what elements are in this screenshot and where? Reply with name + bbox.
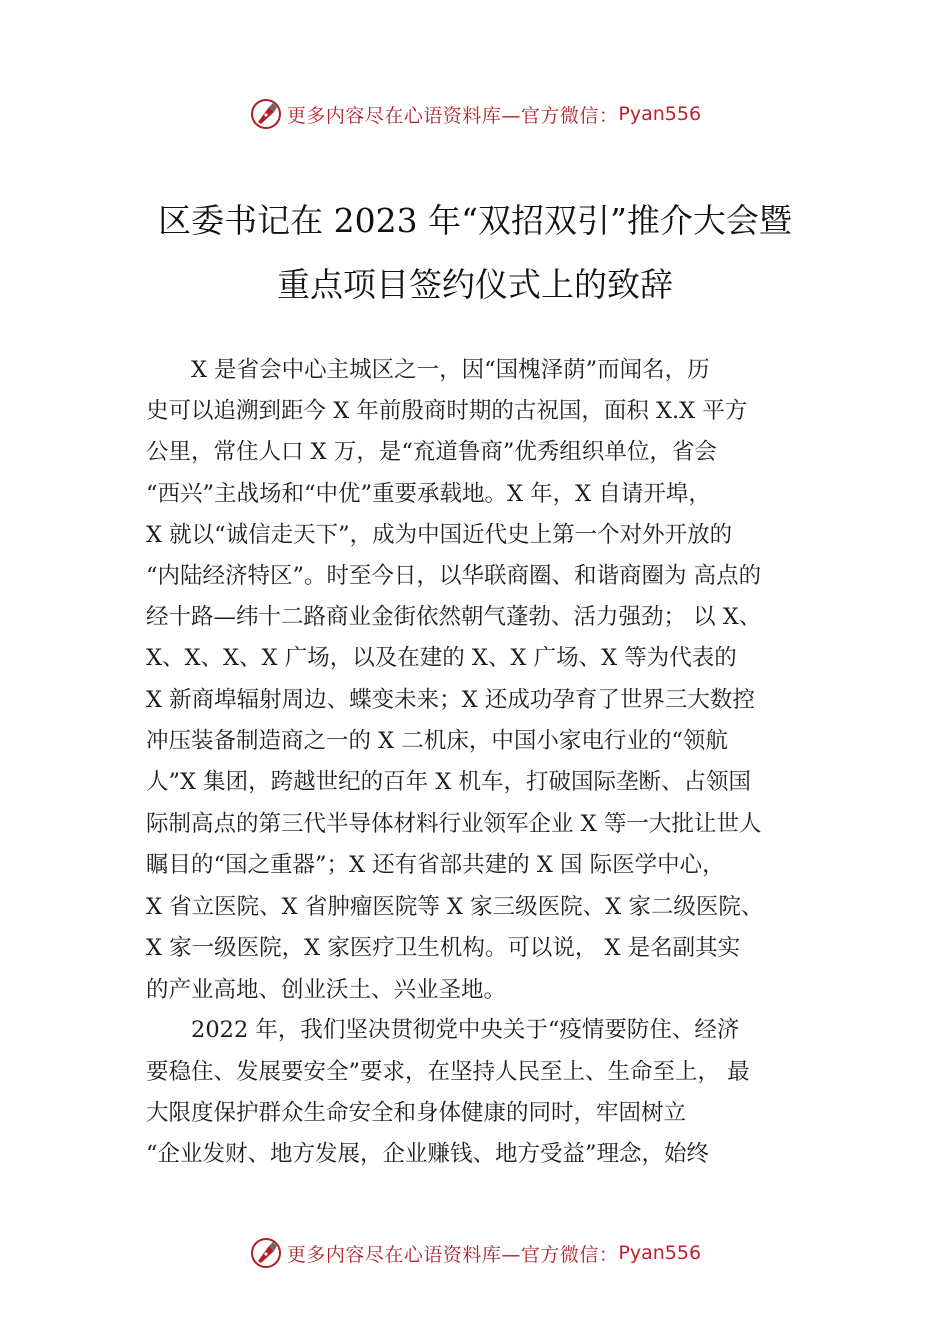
banner-contact: Pyan556: [618, 103, 702, 125]
header-banner: [0, 94, 950, 134]
body-line: X 是省会中心主城区之一，因“国槐泽荫”而闻名，历: [146, 357, 710, 383]
banner-text: 更多内容尽在心语资料库—官方微信：: [286, 104, 619, 127]
body-line: 史可以追溯到距今 X 年前殷商时期的古祝国，面积 X.X 平方: [146, 398, 748, 424]
banner-text: 更多内容尽在心语资料库—官方微信：: [286, 1243, 619, 1266]
body-line: X 新商埠辐射周边、蝶变未来；X 还成功孕育了世界三大数控: [146, 687, 755, 713]
body-line: X 就以“诚信走天下”，成为中国近代史上第一个对外开放的: [146, 522, 733, 548]
pen-nib-logo-icon: [249, 1236, 283, 1270]
footer-banner: [0, 1233, 950, 1273]
banner-contact: Pyan556: [618, 1242, 702, 1264]
body-line: 瞩目的“国之重器”；X 还有省部共建的 X 国 际医学中心，: [146, 852, 725, 878]
body-line: “西兴”主战场和“中优”重要承载地。X 年，X 自请开埠，: [146, 481, 711, 507]
body-line: 2022 年，我们坚决贯彻党中央关于“疫情要防住、经济: [146, 1017, 740, 1043]
body-line: 际制高点的第三代半导体材料行业领军企业 X 等一大批让世人: [146, 811, 762, 837]
body-line: “企业发财、地方发展，企业赚钱、地方受益”理念，始终: [146, 1141, 710, 1167]
body-line: 公里，常住人口 X 万，是“㐬道鲁商”优秀组织单位，省会: [146, 439, 717, 465]
body-line: X 省立医院、X 省肿瘤医院等 X 家三级医院、X 家二级医院、: [146, 894, 764, 920]
body-line: 人”X 集团，跨越世纪的百年 X 机车，打破国际垄断、占领国: [146, 769, 751, 795]
body-line: X、X、X、X 广场，以及在建的 X、X 广场、X 等为代表的: [146, 645, 737, 671]
body-line: X 家一级医院，X 家医疗卫生机构。可以说， X 是名副其实: [146, 935, 741, 961]
pen-nib-logo-icon: [249, 97, 283, 131]
document-title-line-1: 区委书记在 2023 年“双招双引”推介大会暨: [158, 201, 792, 240]
body-line: 的产业高地、创业沃土、兴业圣地。: [146, 977, 507, 1003]
body-line: 冲压装备制造商之一的 X 二机床，中国小家电行业的“领航: [146, 728, 728, 754]
body-line: 经十路—纬十二路商业金街依然朝气蓬勃、活力强劲； 以 X、: [146, 604, 762, 630]
body-line: “内陆经济特区”。时至今日，以华联商圈、和谐商圈为 高点的: [146, 563, 762, 589]
document-title-line-2: 重点项目签约仪式上的致辞: [277, 265, 673, 304]
body-line: 大限度保护群众生命安全和身体健康的同时，牢固树立: [146, 1100, 687, 1126]
body-line: 要稳住、发展要安全”要求，在坚持人民至上、生命至上， 最: [146, 1059, 750, 1085]
